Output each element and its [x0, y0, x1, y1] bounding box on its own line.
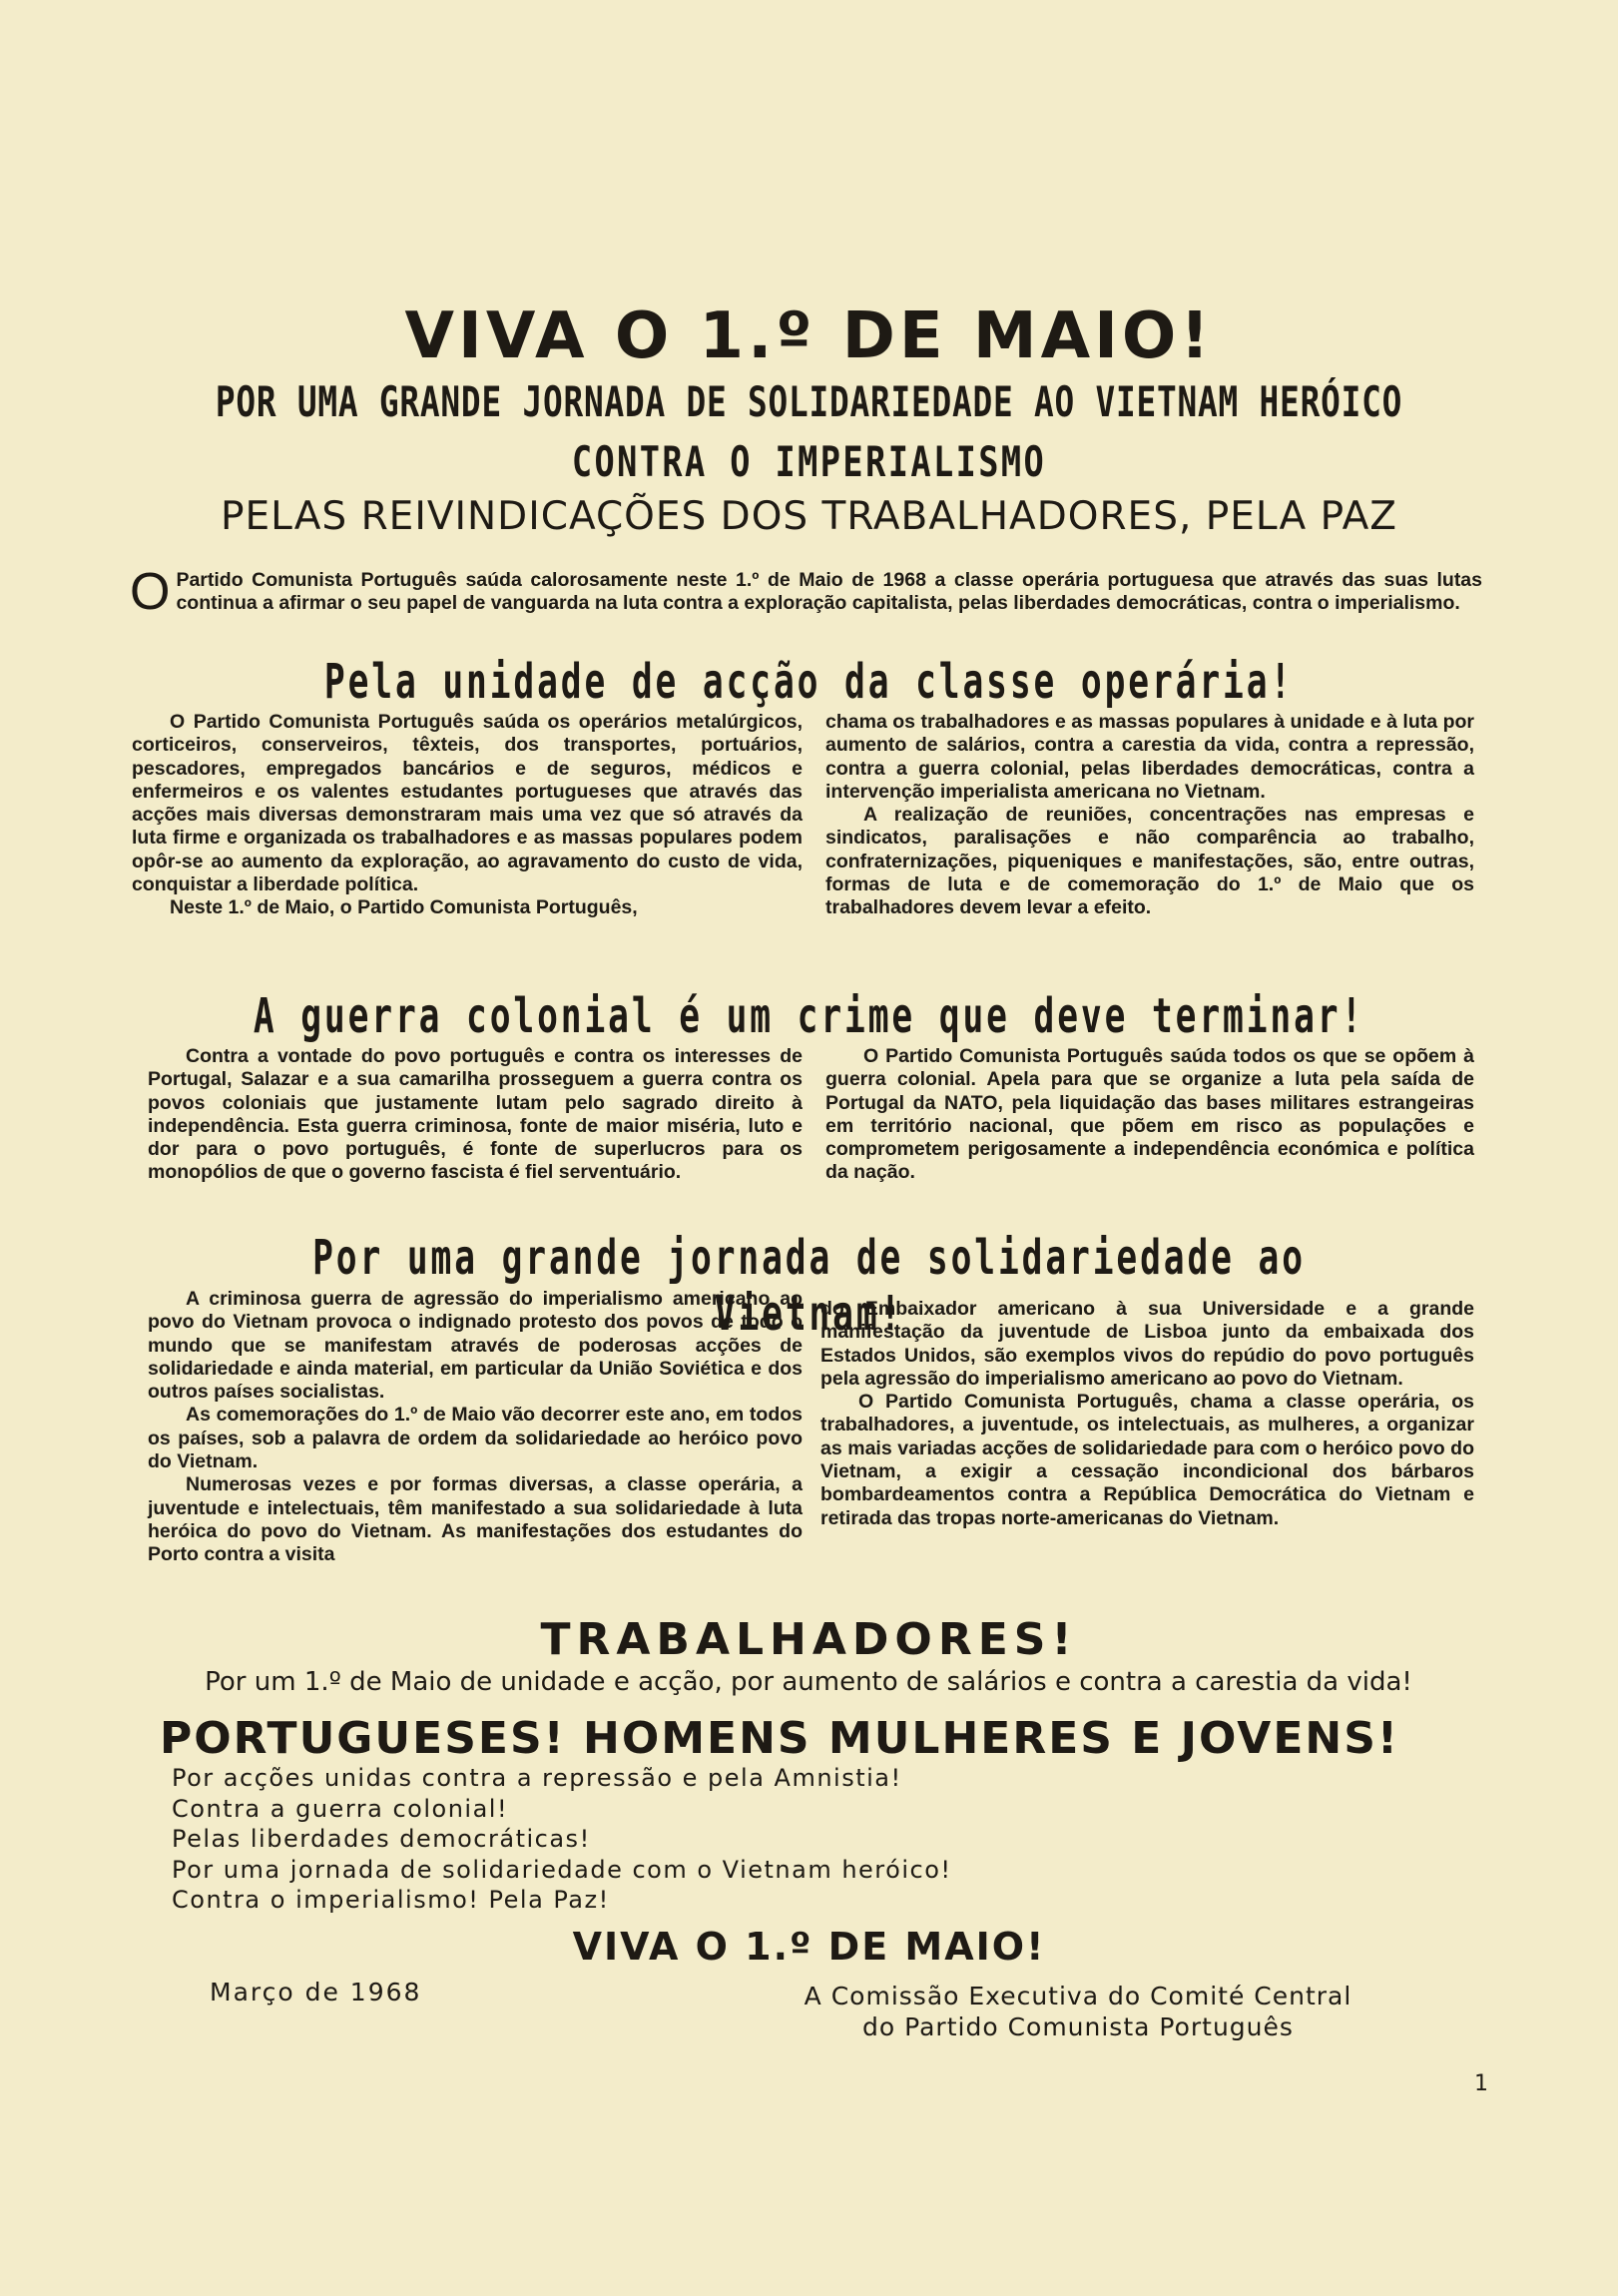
intro-text: Partido Comunista Português saúda calorosamente neste 1.º de Maio de 1968 a classe operária portuguesa que através das suas lutas continua a afirmar o seu papel de vanguarda na luta contra a exploração capitalista, pelas liberdades democráticas, contra o imperialismo. [176, 569, 1482, 614]
section-unity-left-column [132, 711, 803, 920]
section-heading-vietnam: Por uma grande jornada de solidariedade ao Vietnam! [312, 1230, 1306, 1342]
slogan-item: Por acções unidas contra a repressão e pela Amnistia! [172, 1764, 902, 1792]
intro-dropcap: O [130, 563, 171, 621]
slogan-item: Por uma jornada de solidariedade com o Vietnam heróico! [172, 1855, 952, 1884]
paragraph: Neste 1.º de Maio, o Partido Comunista Português, [170, 896, 638, 919]
paragraph: A criminosa guerra de agressão do imperialismo americano ao povo do Vietnam provoca o indignado protesto dos povos de todo o mundo que se manifestam através de poderosas acções de solidariedade e ainda material, em particular da União Soviética e dos outros países socialistas. [148, 1288, 803, 1404]
paragraph: O Partido Comunista Português, chama a classe operária, os trabalhadores, a juventude, os intelectuais, as mulheres, a organizar as mais variadas acções de solidariedade para com o heróico povo do Vietnam, a exigir a cessação incondicional dos bárbaros bombardeamentos contra a República Democrática do Vietnam e retirada das tropas norte-americanas do Vietnam. [820, 1391, 1474, 1529]
slogan-item: Contra a guerra colonial! [172, 1794, 509, 1823]
paragraph: O Partido Comunista Português saúda os operários metalúrgicos, corticeiros, conserveiros, têxteis, dos transportes, portuários, pescadores, empregados bancários e de seguros, médicos e enfermeiros e os valentes estudantes portugueses que através das acções mais diversas demonstraram mais uma vez que só através da luta firme e organizada os trabalhadores e as massas populares podem opôr-se ao aumento da exploração, ao agravamento do custo de vida, conquistar a liberdade política. [132, 711, 803, 896]
paragraph: A realização de reuniões, concentrações nas empresas e sindicatos, paralisações e não comparência ao trabalho, confraternizações, piqueniques e manifestações, são, entre outras, formas de luta e de comemoração do 1.º de Maio que os trabalhadores devem levar a efeito. [825, 804, 1474, 919]
workers-slogan: Por um 1.º de Maio de unidade e acção, por aumento de salários e contra a carestia da vida! [205, 1667, 1412, 1697]
paragraph: Contra a vontade do povo português e contra os interesses de Portugal, Salazar e a sua camarilha prosseguem a guerra contra os povos coloniais que justamente lutam pelo sagrado direito à independência. Esta guerra criminosa, fonte de maior miséria, luto e dor para o povo português, é fonte de superlucros para os monopólios de que o governo fascista é fiel serventuário. [148, 1045, 803, 1184]
section-colonial-left-column [148, 1045, 803, 1185]
paragraph: As comemorações do 1.º de Maio vão decorrer este ano, em todos os países, sob a palavra de ordem da solidariedade ao heróico povo do Vietnam. [148, 1404, 803, 1473]
subtitle-demands: PELAS REIVINDICAÇÕES DOS TRABALHADORES, PELA PAZ [220, 494, 1398, 539]
slogan-item: Contra o imperialismo! Pela Paz! [172, 1886, 610, 1914]
signature-line: A Comissão Executiva do Comité Central [804, 1982, 1352, 2010]
leaflet-title: VIVA O 1.º DE MAIO! [404, 299, 1214, 373]
paragraph: do Embaixador americano à sua Universidade e a grande manifestação da juventude de Lisboa junto da embaixada dos Estados Unidos, são exemplos vivos do repúdio do povo português pela agressão do imperialismo americano ao povo do Vietnam. [820, 1298, 1474, 1390]
paragraph: Numerosas vezes e por formas diversas, a classe operária, a juventude e intelectuais, têm manifestado a sua solidariedade à luta heróica do povo do Vietnam. As manifestações dos estudantes do Porto contra a visita [148, 1473, 803, 1566]
paragraph: O Partido Comunista Português saúda todos os que se opõem à guerra colonial. Apela para que se organize a luta pela saída de Portugal da NATO, pela liquidação das bases militares estrangeiras em território nacional, que põem em risco as populações e comprometem perigosamente a independência económica e política da nação. [825, 1045, 1474, 1184]
section-colonial-right-column [825, 1045, 1474, 1185]
paragraph: chama os trabalhadores e as massas populares à unidade e à luta por aumento de salários, contra a carestia da vida, contra a repressão, contra a guerra colonial, pelas liberdades democráticas, contra a intervenção imperialista americana no Vietnam. [825, 711, 1474, 803]
page-mark: 1 [1474, 2071, 1488, 2096]
subtitle-imperialism: CONTRA O IMPERIALISMO [571, 437, 1047, 486]
signature-line: do Partido Comunista Português [862, 2012, 1294, 2041]
signature-block [769, 1981, 1387, 2042]
slogan-list [172, 1763, 1369, 1916]
section-unity-right-column [825, 711, 1474, 920]
section-vietnam-right-column [820, 1298, 1474, 1530]
intro-paragraph [130, 563, 1482, 621]
section-heading-colonial-war: A guerra colonial é um crime que deve terminar! [253, 988, 1365, 1044]
slogan-item: Pelas liberdades democráticas! [172, 1825, 591, 1853]
subtitle-solidarity: POR UMA GRANDE JORNADA DE SOLIDARIEDADE AO VIETNAM HERÓICO [215, 377, 1403, 426]
portuguese-heading: PORTUGUESES! HOMENS MULHERES E JOVENS! [160, 1713, 1399, 1764]
workers-heading: TRABALHADORES! [540, 1614, 1078, 1665]
section-vietnam-left-column [148, 1288, 803, 1567]
closing-viva: VIVA O 1.º DE MAIO! [572, 1925, 1046, 1969]
issue-date: Março de 1968 [210, 1978, 422, 2007]
section-heading-unity: Pela unidade de acção da classe operária! [323, 654, 1295, 710]
